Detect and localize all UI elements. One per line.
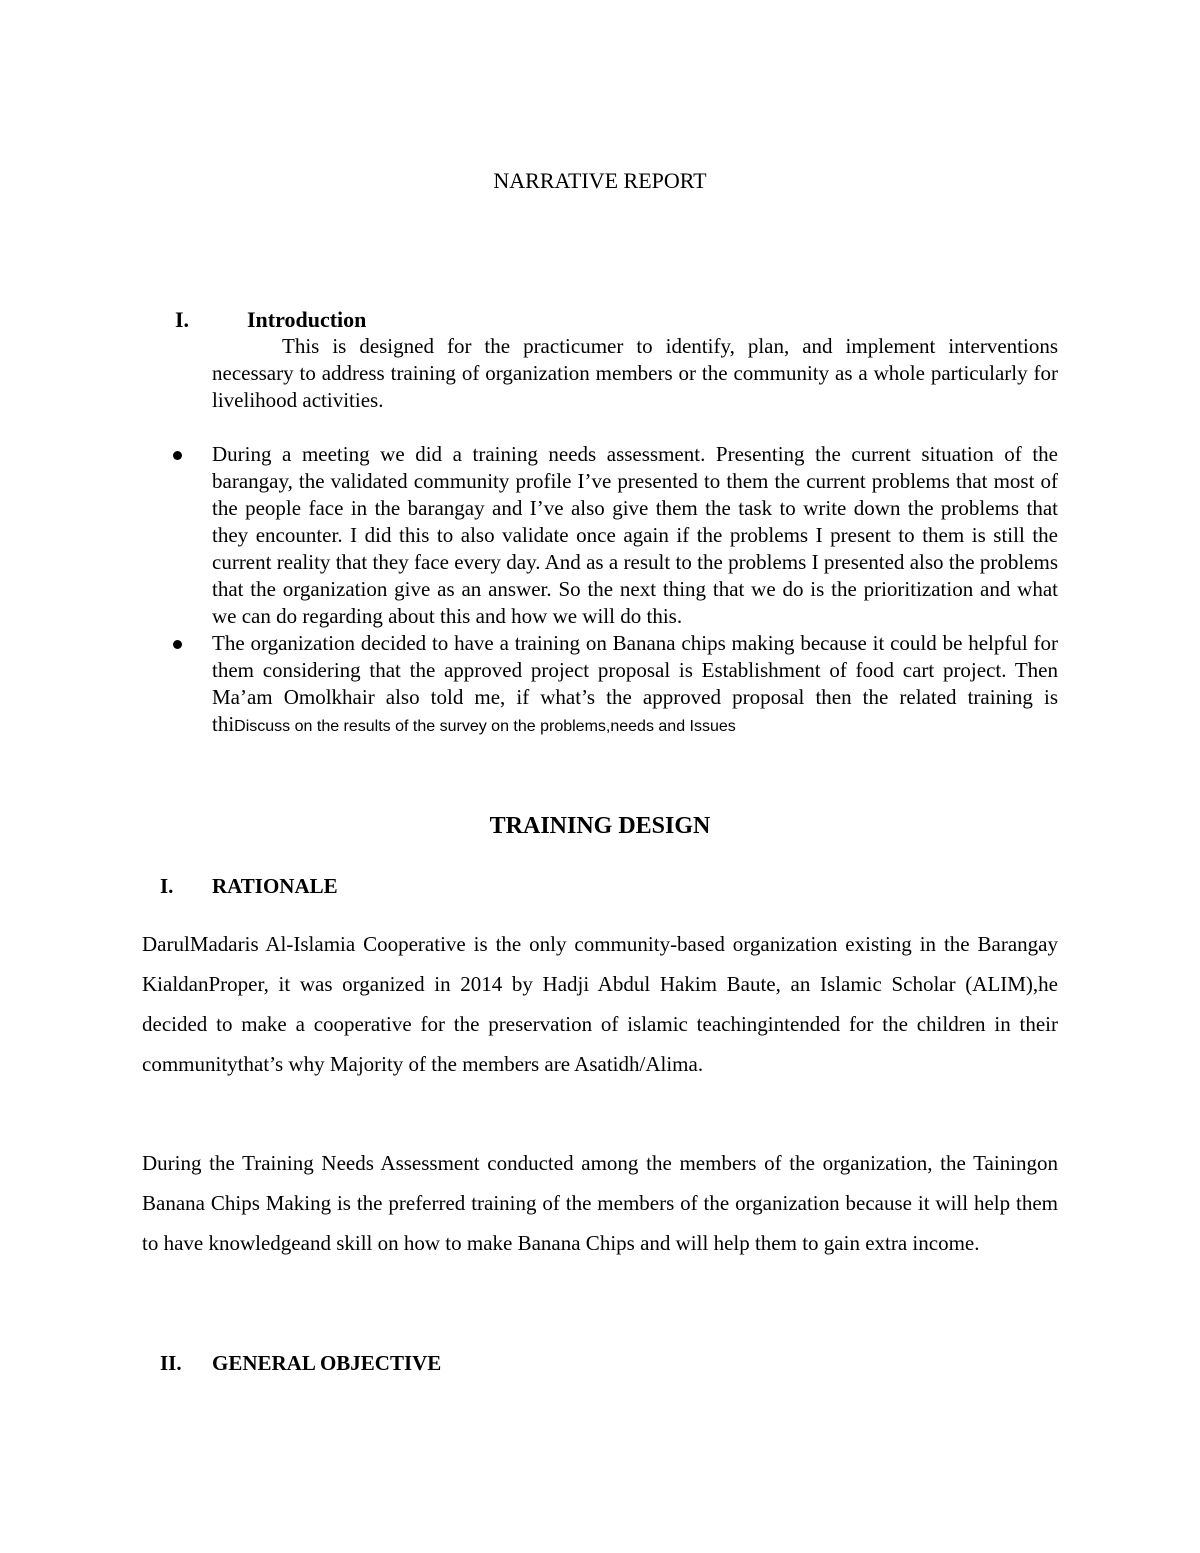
training-design-title: TRAINING DESIGN [489,813,711,839]
general-objective-title: GENERAL OBJECTIVE [212,1351,442,1375]
bullet-item-banana-chips [212,630,1058,740]
bullet-dot-icon [173,640,182,649]
rationale-heading [160,873,338,899]
assessment-bullet-list [212,441,1058,740]
introduction-paragraph: This is designed for the practicumer to identify, plan, and implement interventions necessary to address training of organization members or the community as a whole particularly for livelihood activities. [212,334,1058,412]
narrative-report-title: NARRATIVE REPORT [493,168,707,193]
bullet-text-pasted-fragment: Discuss on the results of the survey on the problems,needs and Issues [234,718,736,735]
bullet-text-meeting: During a meeting we did a training needs assessment. Presenting the current situation of the barangay, the validated community profile I’ve presented to them the current problems that most of the people face in the barangay and I’ve also give them the task to write down the problems that they encounter. I did this to also validate once again if the problems I present to them is still the current reality that they face every day. And as a result to the problems I presented also the problems that the organization give as an answer. So the next thing that we do is the prioritization and what we can do regarding about this and how we will do this. [212,442,1058,628]
rationale-paragraph-2: During the Training Needs Assessment conducted among the members of the organization, the Tainingon Banana Chips Making is the preferred training of the members of the organization because it will help them to have knowledgeand skill on how to make Banana Chips and will help them to gain extra income. [142,1151,1058,1255]
rationale-title: RATIONALE [212,874,338,898]
introduction-number: I. [175,307,190,332]
general-objective-number: II. [160,1351,182,1375]
introduction-title: Introduction [247,307,367,332]
rationale-number: I. [160,874,174,898]
rationale-paragraph-1: DarulMadaris Al-Islamia Cooperative is the only community-based organization existing in the Barangay KialdanProper, it was organized in 2014 by Hadji Abdul Hakim Baute, an Islamic Scholar (ALIM),he decided to make a cooperative for the preservation of islamic teachingintended for the children in their communitythat’s why Majority of the members are Asatidh/Alima. [142,932,1058,1076]
bullet-text-banana-chips: The organization decided to have a training on Banana chips making because it could be helpful for them considering that the approved project proposal is Establishment of food cart project. Then Ma’am Omolkhair also told me, if what’s the approved proposal then the related training is thi [212,631,1058,736]
general-objective-heading [160,1350,441,1376]
bullet-dot-icon [173,451,182,460]
introduction-heading [175,307,366,333]
bullet-item-meeting [212,441,1058,630]
